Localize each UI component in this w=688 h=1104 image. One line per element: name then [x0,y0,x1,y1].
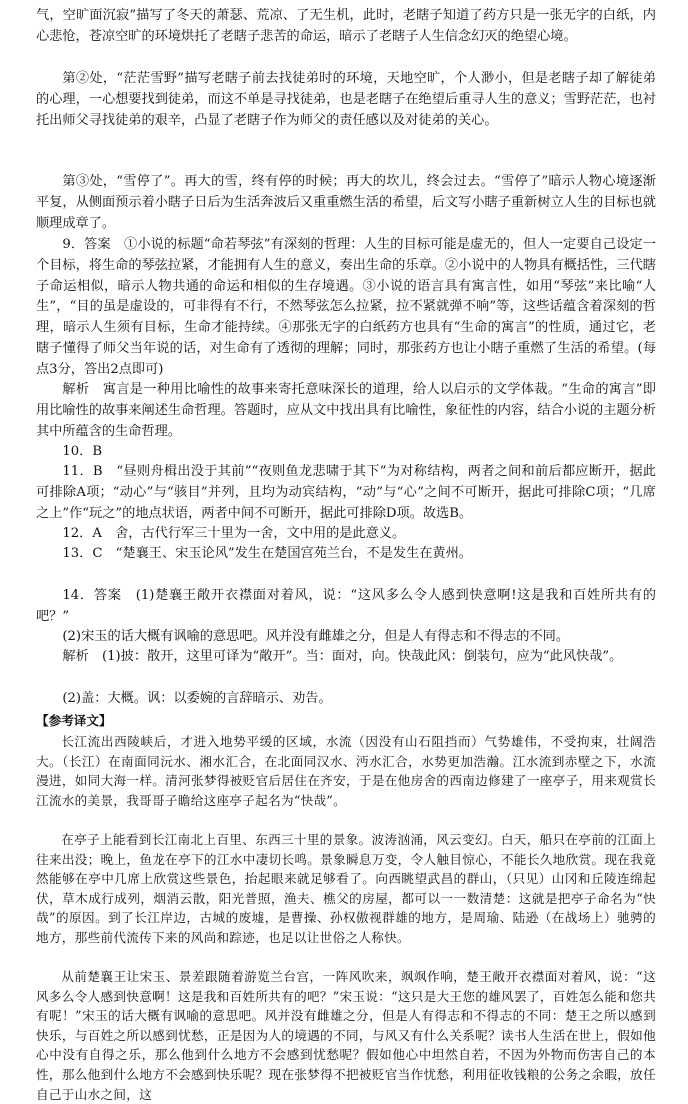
analysis-14-2: (2)盖：大概。讽：以委婉的言辞暗示、劝告。 [62,691,332,706]
reference-translation-header: 【参考译文】 [36,713,112,728]
analysis-9: 解析 寓言是一种用比喻性的故事来寄托意味深长的道理，给人以启示的文学体裁。“生命的寓言”即用比喻性的故事来阐述生命哲理。答题时，应从文中找出具有比喻性，象征性的内容，结合小说的主题分析其中所蕴含的生命哲理。 [36,382,656,439]
translation-paragraph-2: 在亭子上能看到长江南北上百里、东西三十里的景象。波涛汹涌，风云变幻。白天，船只在亭前的江面上往来出没；晚上，鱼龙在亭下的江水中凄切长鸣。景象瞬息万变，令人触目惊心，不能长久地欣赏。现在我竟然能够在亭中几席上欣赏这些景色，抬起眼来就足够看了。向西眺望武昌的群山，（只见）山冈和丘陵连绵起伏，草木成行成列，烟消云散，阳光普照，渔夫、樵父的房屋，都可以一一数清楚：这就是把亭子命名为“快哉”的原因。到了长江岸边，古城的废墟，是曹操、孙权傲视群雄的地方，是周瑜、陆逊（在战场上）驰骋的地方，那些前代流传下来的风尚和踪迹，也足以让世俗之人称快。 [36,832,656,945]
answer-9: 9．答案 ①小说的标题“命若琴弦”有深刻的哲理：人生的目标可能是虚无的，但人一定要自己设定一个目标，将生命的琴弦拉紧，才能拥有人生的意义，奏出生命的乐章。②小说中的人物具有概括性，三代瞎子命运相似，暗示人物共通的命运和相似的生存境遇。③小说的语言具有寓言性，如用“琴弦”来比喻“人生”，“目的虽是虚设的，可非得有不行，不然琴弦怎么拉紧，拉不紧就弹不响”等，这些话蕴含着深刻的哲理，暗示人生须有目标，生命才能持续。④那张无字的白纸药方也具有“生命的寓言”的性质，通过它，老瞎子懂得了师父当年说的话，对生命有了透彻的理解；同时，那张药方也让小瞎子重燃了生活的希望。(每点3分，答出2点即可) [36,237,657,377]
answer-14-2: (2)宋玉的话大概有讽喻的意思吧。风并没有雌雄之分，但是人有得志和不得志的不同。 [62,629,570,644]
paragraph-winter-scene: 气，空旷面沉寂”描写了冬天的萧瑟、荒凉、了无生机，此时，老瞎子知道了药方只是一张无字的白纸，内心悲怆，苍凉空旷的环境烘托了老瞎子悲苦的命运，暗示了老瞎子人生信念幻灭的绝望心境。 [36,8,656,44]
translation-paragraph-1: 长江流出西陵峡后，才进入地势平缓的区域，水流（因没有山石阻挡而）气势雄伟，不受拘束，壮阔浩大。（长江）在南面同沅水、湘水汇合，在北面同汉水、沔水汇合，水势更加浩瀚。江水流到赤壁之下，水流漫进，如同大海一样。清河张梦得被贬官后居住在齐安，于是在他房舍的西南边修建了一座亭子，用来观赏长江流水的美景，我哥哥子瞻给这座亭子起名为“快哉”。 [36,734,656,808]
analysis-14-1: 解析 (1)披：散开，这里可译为“敞开”。当：面对，向。快哉此风：倒装句，应为“此风快哉”。 [62,649,623,664]
answer-12: 12．A 舍，古代行军三十里为一舍，文中用的是此意义。 [62,526,406,541]
translation-paragraph-3: 从前楚襄王让宋玉、景差跟随着游览兰台宫，一阵风吹来，飒飒作响，楚王敞开衣襟面对着风，说：“这风多么令人感到快意啊！这是我和百姓所共有的吧？”宋玉说：“这只是大王您的雄风罢了，百姓怎么能和您共有呢！”宋玉的话大概有讽喻的意思吧。风并没有雌雄之分，但是人有得志和不得志的不同：楚王之所以感到快乐，与百姓之所以感到忧愁，正是因为人的境遇的不同，与风又有什么关系呢？读书人生活在世上，假如他心中没有自得之乐，那么他到什么地方不会感到忧愁呢？假如他心中坦然自若，不因为外物而伤害自己的本性，那么他到什么地方不会感到快乐呢？现在张梦得不把被贬官当作忧愁，利用征收钱粮的公务之余暇，放任自己于山水之间，这 [36,969,656,1102]
answer-11: 11．B “昼则舟楫出没于其前”“夜则鱼龙悲啸于其下”为对称结构，两者之间和前后都应断开，据此可排除A项；“动心”与“骇目”并列，且均为动宾结构，“动”与“心”之间不可断开，据此可排除C项；“几席之上”作“玩之”的地点状语，两者中间不可断开，据此可排除D项。故选B。 [36,464,656,521]
paragraph-point-3: 第③处，“雪停了”。再大的雪，终有停的时候；再大的坎儿，终会过去。“雪停了”暗示人物心境逐渐平复，从侧面预示着小瞎子日后为生活奔波后又重重燃生活的希望，后文写小瞎子重新树立人生的目标也就顺理成章了。 [36,174,656,231]
answer-13: 13．C “楚襄王、宋玉论风”发生在楚国宫苑兰台，不是发生在黄州。 [62,546,472,561]
paragraph-point-2: 第②处，“茫茫雪野”描写老瞎子前去找徒弟时的环境，天地空旷，个人渺小，但是老瞎子却了解徒弟的心理，一心想要找到徒弟，而这不单是寻找徒弟，也是老瞎子在绝望后重寻人生的意义；雪野茫茫，也衬托出师父寻找徒弟的艰辛，凸显了老瞎子作为师父的责任感以及对徒弟的关心。 [36,71,656,128]
answer-10: 10．B [62,444,103,459]
answer-14-1: 14．答案 (1)楚襄王敞开衣襟面对着风，说：“这风多么令人感到快意啊!这是我和百姓所共有的吧？” [36,588,656,624]
